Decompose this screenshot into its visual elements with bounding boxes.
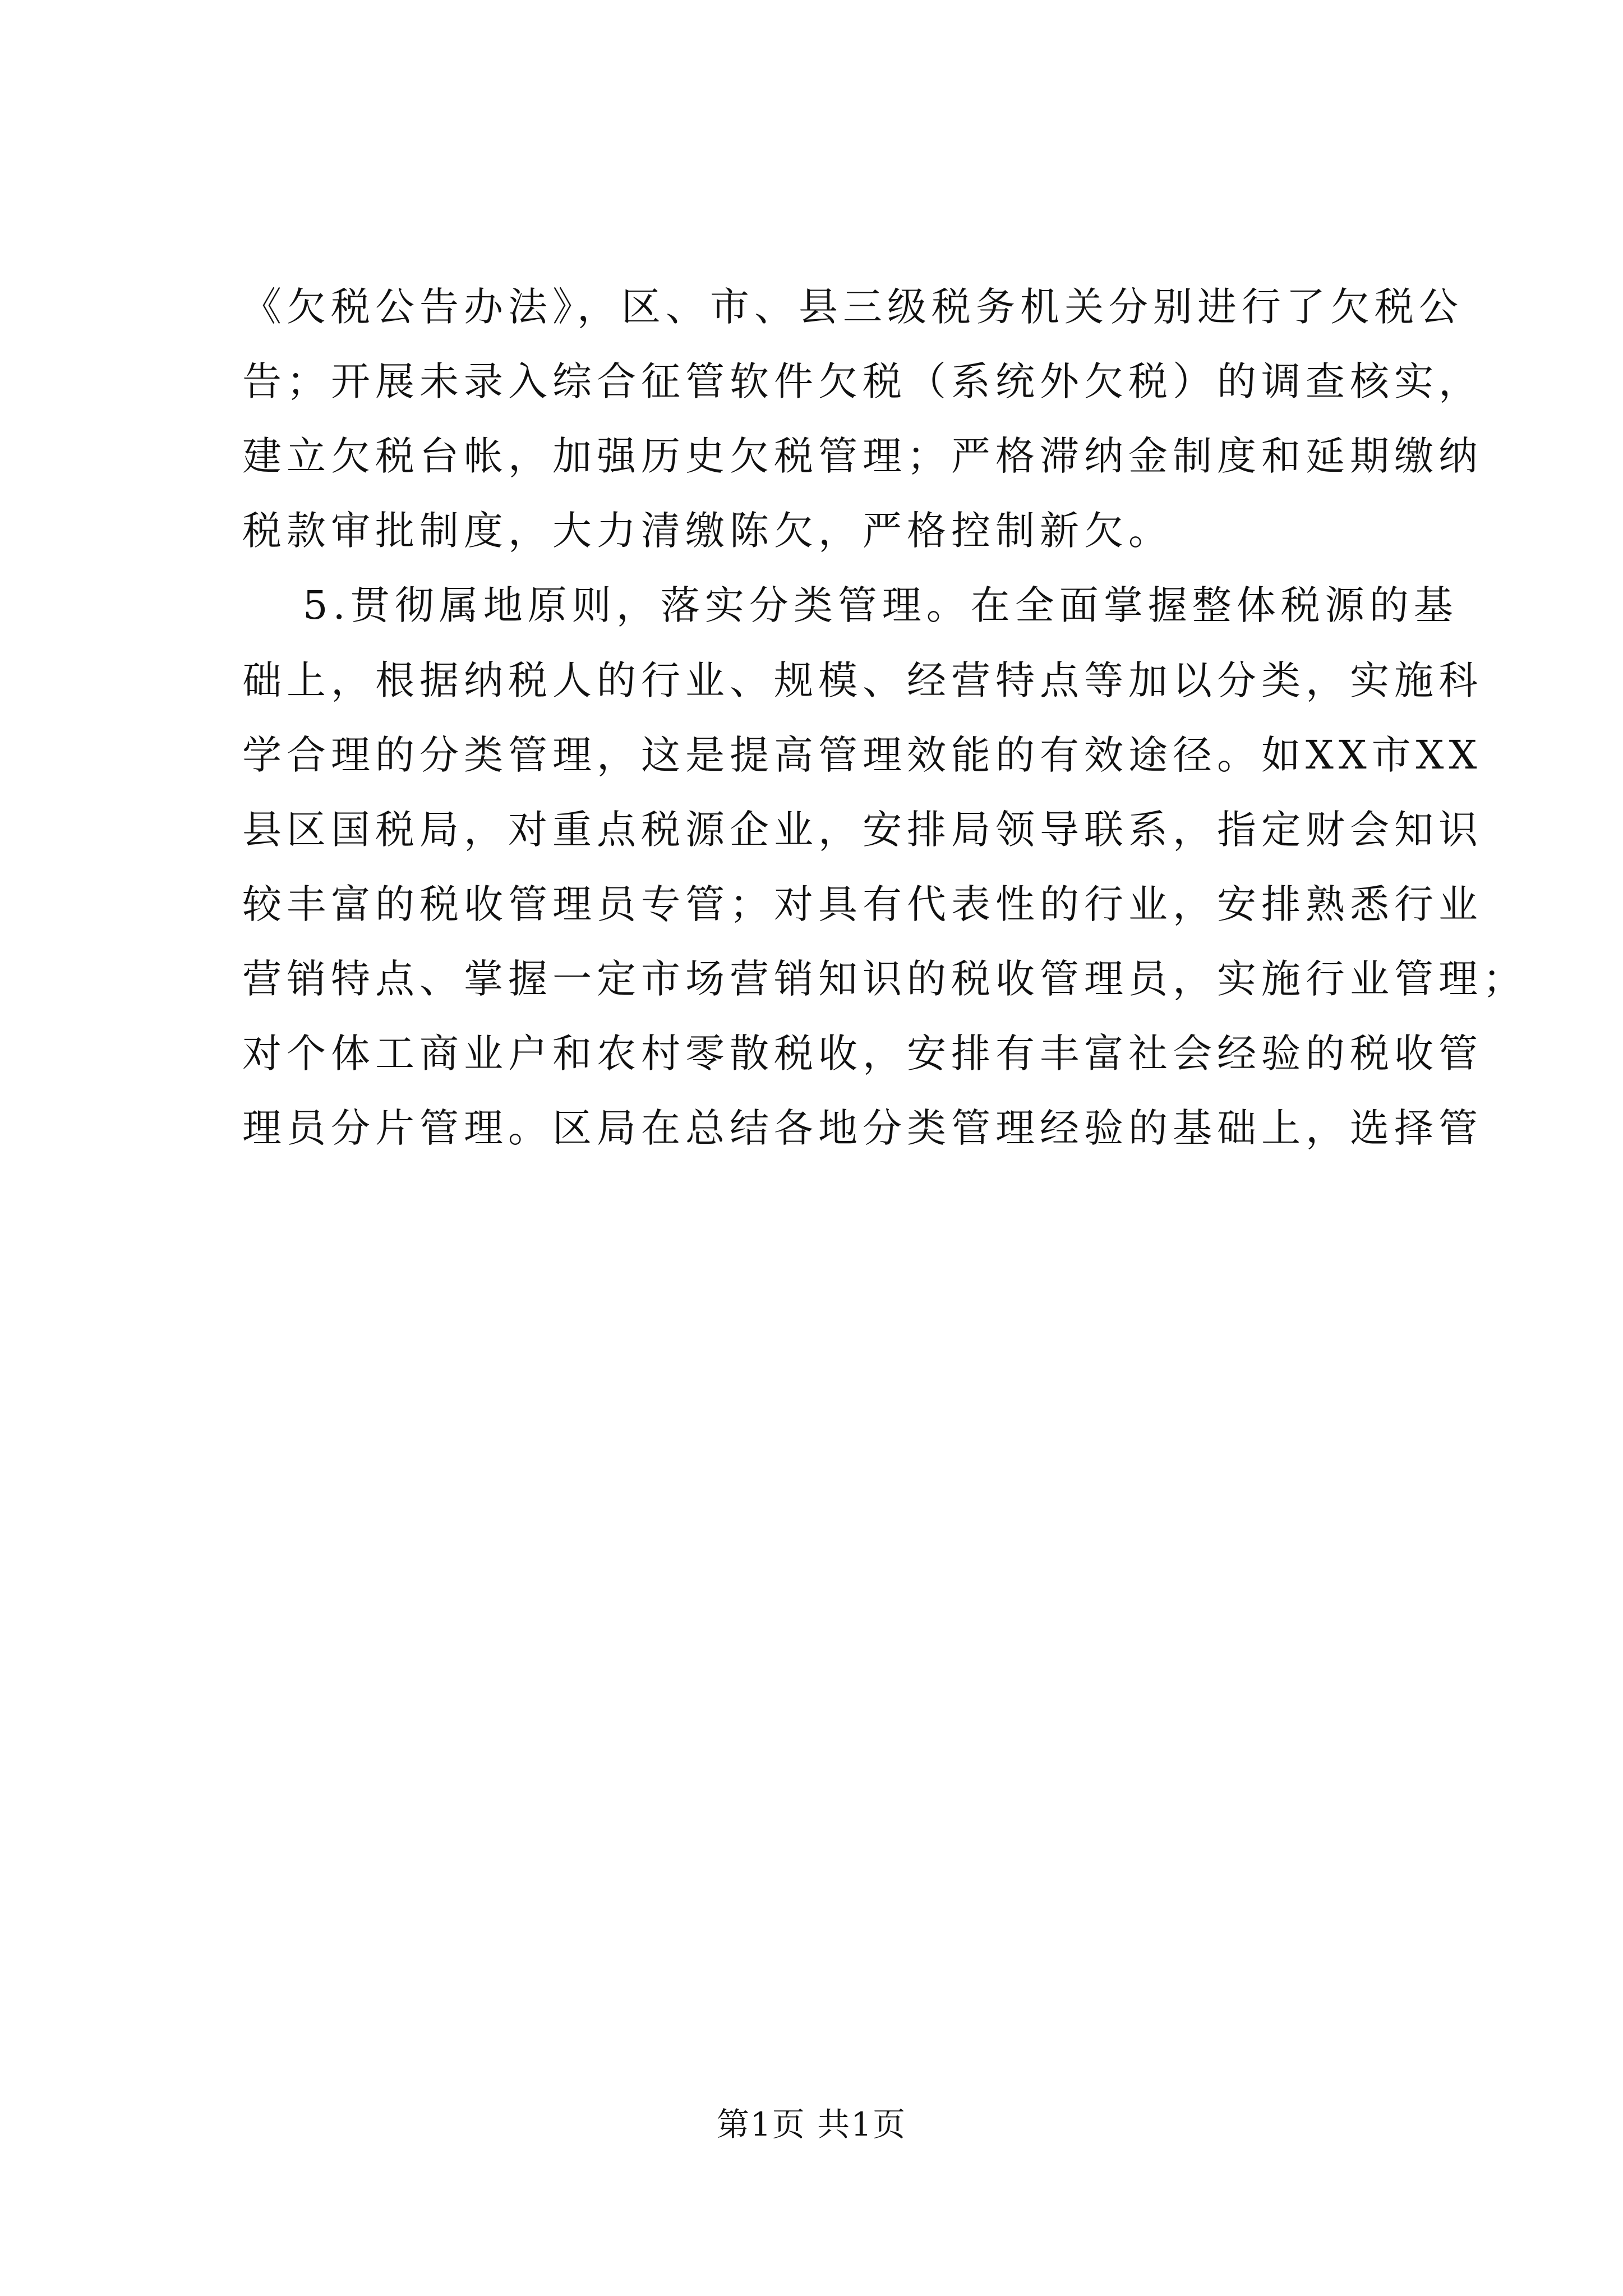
paragraph-line: 学合理的分类管理，这是提高管理效能的有效途径。如XX市XX bbox=[242, 732, 1482, 778]
paragraph-line: 告；开展未录入综合征管软件欠税（系统外欠税）的调查核实， bbox=[242, 358, 1483, 404]
paragraph-line: 建立欠税台帐，加强历史欠税管理；严格滞纳金制度和延期缴纳 bbox=[242, 433, 1483, 479]
paragraph-line: 较丰富的税收管理员专管；对具有代表性的行业，安排熟悉行业 bbox=[242, 881, 1483, 927]
paragraph-line: 《欠税公告办法》，区、市、县三级税务机关分别进行了欠税公 bbox=[242, 284, 1463, 330]
paragraph-line: 县区国税局，对重点税源企业，安排局领导联系，指定财会知识 bbox=[242, 807, 1483, 853]
paragraph-line: 础上，根据纳税人的行业、规模、经营特点等加以分类，实施科 bbox=[242, 657, 1483, 703]
page-number-footer: 第1页 共1页 bbox=[716, 2105, 907, 2143]
paragraph-line: 对个体工商业户和农村零散税收，安排有丰富社会经验的税收管 bbox=[242, 1030, 1483, 1076]
paragraph-line: 营销特点、掌握一定市场营销知识的税收管理员，实施行业管理； bbox=[242, 956, 1527, 1002]
paragraph-line: 税款审批制度，大力清缴陈欠，严格控制新欠。 bbox=[242, 508, 1173, 554]
paragraph-line: 理员分片管理。区局在总结各地分类管理经验的基础上，选择管 bbox=[242, 1105, 1483, 1151]
paragraph-line: 5.贯彻属地原则，落实分类管理。在全面掌握整体税源的基 bbox=[303, 582, 1458, 628]
